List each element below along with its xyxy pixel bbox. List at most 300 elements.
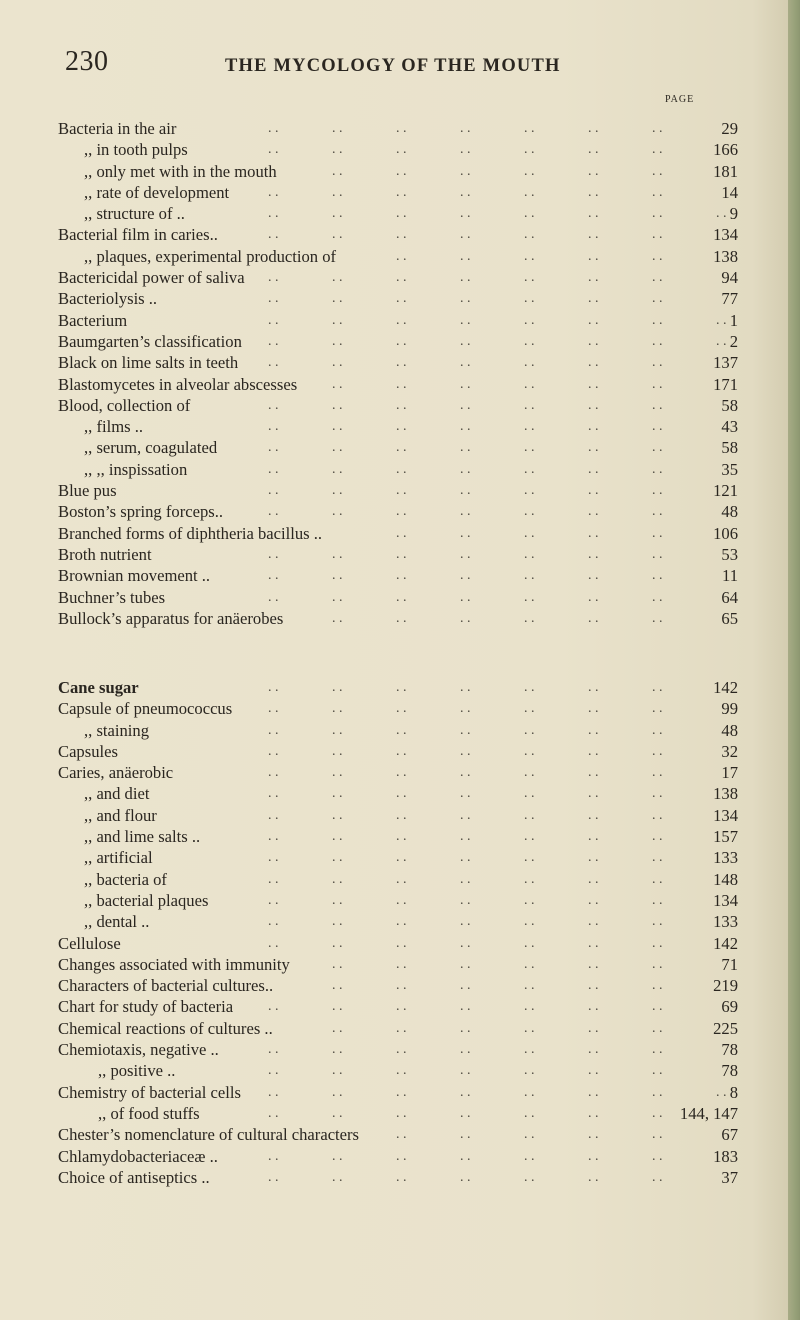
index-entry-label: Branched forms of diphtheria bacillus .. (58, 523, 323, 543)
leader-dot-pair: . . (524, 1042, 535, 1058)
index-entry (58, 720, 738, 741)
leader-dot-pair: . . (396, 956, 407, 972)
leader-dot-pair: . . (524, 142, 535, 158)
index-entry-page: 11 (722, 566, 738, 586)
index-entry-page: 8 (729, 1082, 738, 1102)
index-entry (58, 954, 738, 975)
leader-dot-pair: . . (332, 333, 343, 349)
index-entry (58, 911, 738, 932)
leader-dot-pair: . . (268, 914, 279, 930)
leader-dot-pair: . . (396, 376, 407, 392)
leader-dot-pair: . . (332, 1084, 343, 1100)
leader-dot-pair: . . (396, 1148, 407, 1164)
leader-dot-pair: . . (524, 376, 535, 392)
index-entry-label: Characters of bacterial cultures.. (58, 976, 274, 996)
index-entry-label: ,, serum, coagulated (84, 438, 218, 458)
leader-dot-pair: . . (652, 397, 663, 413)
leader-dot-pair: . . (524, 270, 535, 286)
leader-dot-pair: . . (524, 546, 535, 562)
leader-dot-pair: . . (396, 1063, 407, 1079)
index-entry (58, 139, 738, 160)
index-entry (58, 310, 738, 331)
index-entry-page: 133 (713, 848, 738, 868)
leader-dot-pair: . . (396, 722, 407, 738)
leader-dot-pair: . . (332, 546, 343, 562)
index-entry (58, 1039, 738, 1060)
leader-dot-pair: . . (588, 765, 599, 781)
leader-dot-pair: . . (652, 829, 663, 845)
index-entry-page: 133 (713, 912, 738, 932)
leader-dot-pair: . . (524, 312, 535, 328)
leader-dot-pair: . . (524, 999, 535, 1015)
leader-dot-pair: . . (460, 397, 471, 413)
leader-dot-pair: . . (524, 786, 535, 802)
page-header (65, 42, 725, 82)
index-entry-label: Baumgarten’s classification (58, 331, 242, 351)
leader-dot-pair: . . (268, 419, 279, 435)
leader-dot-pair: . . (524, 419, 535, 435)
leader-dot-pair: . . (588, 722, 599, 738)
leader-dot-pair: . . (396, 163, 407, 179)
leader-dot-pair: . . (396, 850, 407, 866)
leader-dot-pair: . . (268, 722, 279, 738)
index-entry-page: 35 (721, 459, 738, 479)
index-entry (58, 203, 738, 224)
leader-dot-pair: . . (524, 680, 535, 695)
leader-dot-pair: . . (588, 121, 599, 136)
index-entry-label: Chemical reactions of cultures .. (58, 1018, 273, 1038)
index-entry-label: Bacteriolysis .. (58, 289, 158, 309)
index-entry-label: ,, films .. (84, 417, 144, 437)
index-entry (58, 523, 738, 544)
index-entry (58, 1167, 738, 1188)
index-entry-page: 78 (721, 1040, 738, 1060)
leader-dot-pair: . . (396, 786, 407, 802)
leader-dot-pair: . . (332, 722, 343, 738)
leader-dot-pair: . . (652, 1063, 663, 1079)
leader-dot-pair: . . (460, 184, 471, 200)
leader-dot-pair: . . (268, 333, 279, 349)
leader-dot-pair: . . (652, 892, 663, 908)
leader-dot-pair: . . (268, 765, 279, 781)
leader-dot-pair: . . (268, 850, 279, 866)
leader-dot-pair: . . (652, 589, 663, 605)
index-entry-label: ,, and flour (84, 805, 157, 825)
leader-dot-pair: . . (524, 1105, 535, 1121)
index-entry-label: ,, only met with in the mouth (84, 161, 277, 181)
index-entry (58, 224, 738, 245)
index-entry-page: 181 (713, 161, 738, 181)
index-entry (58, 459, 738, 480)
leader-dot-pair: . . (396, 680, 407, 695)
leader-dot-pair: . . (332, 419, 343, 435)
leader-dot-pair: . . (460, 610, 471, 626)
leader-dot-pair: . . (588, 850, 599, 866)
index-entry-page: 219 (713, 976, 738, 996)
index-entry-label: Buchner’s tubes (58, 587, 166, 607)
index-entry-label: ,, bacterial plaques (84, 890, 209, 910)
leader-dot-pair: . . (588, 461, 599, 477)
leader-dot-pair: . . (652, 376, 663, 392)
index-entry-label: Bullock’s apparatus for anäerobes (58, 608, 284, 628)
leader-dot-pair: . . (524, 440, 535, 456)
leader-dot-pair: . . (268, 786, 279, 802)
leader-dot-pair: . . (588, 419, 599, 435)
leader-dot-pair: . . (524, 461, 535, 477)
index-entry-label: Chemiotaxis, negative .. (58, 1040, 219, 1060)
leader-dot-pair: . . (524, 163, 535, 179)
leader-dot-pair: . . (332, 871, 343, 887)
leader-dot-pair: . . (332, 184, 343, 200)
index-entry-page: 58 (721, 438, 738, 458)
leader-dot-pair: . . (332, 206, 343, 222)
leader-dot-pair: . . (652, 701, 663, 717)
index-entry-page: 71 (721, 954, 738, 974)
leader-dot-pair: . . (524, 1063, 535, 1079)
index-entry-label: ,, and lime salts .. (84, 827, 201, 847)
leader-dot-pair: . . (588, 355, 599, 371)
leader-dot-pair: . . (332, 227, 343, 243)
page-edge (788, 0, 800, 1320)
leader-dot-pair: . . (268, 871, 279, 887)
leader-dot-pair: . . (396, 525, 407, 541)
index-entry-label: Black on lime salts in teeth (58, 353, 239, 373)
leader-dot-pair: . . (524, 568, 535, 584)
leader-dot-pair: . . (396, 270, 407, 286)
index-entry-page: 134 (713, 225, 738, 245)
index-entry (58, 805, 738, 826)
leader-dot-pair: . . (460, 1105, 471, 1121)
leader-dot-pair: . . (396, 397, 407, 413)
leader-dot-pair: . . (588, 914, 599, 930)
index-entry (58, 267, 738, 288)
leader-dot-pair: . . (396, 333, 407, 349)
leader-dot-pair: . . (460, 935, 471, 951)
leader-dot-pair: . . (652, 722, 663, 738)
leader-dot-pair: . . (460, 546, 471, 562)
leader-dot-pair: . . (460, 765, 471, 781)
leader-dot-pair: . . (652, 142, 663, 158)
leader-dot-pair: . . (588, 935, 599, 951)
leader-dot-pair: . . (524, 248, 535, 264)
leader-dot-pair: . . (396, 610, 407, 626)
index-entry-page: 142 (713, 678, 738, 697)
leader-dot-pair: . . (460, 786, 471, 802)
leader-dot-pair: . . (396, 892, 407, 908)
leader-dot-pair: . . (588, 956, 599, 972)
index-entry (58, 480, 738, 501)
leader-dot-pair: . . (588, 892, 599, 908)
leader-dot-pair: . . (460, 892, 471, 908)
leader-dot-pair: . . (460, 589, 471, 605)
leader-dot-pair: . . (588, 1148, 599, 1164)
leader-dot-pair: . . (652, 935, 663, 951)
index-entry-label: Cane sugar (58, 678, 139, 697)
leader-dot-pair: . . (652, 184, 663, 200)
leader-dot-pair: . . (524, 892, 535, 908)
leader-dot-pair: . . (524, 1127, 535, 1143)
index-entry-label: ,, and diet (84, 784, 150, 804)
index-entry-label: ,, ,, inspissation (84, 459, 188, 479)
leader-dot-pair: . . (268, 1042, 279, 1058)
leader-dot-pair: . . (268, 206, 279, 222)
leader-dot-pair: . . (588, 525, 599, 541)
leader-dot-pair: . . (524, 765, 535, 781)
index-entry-page: 67 (721, 1125, 738, 1145)
index-entry-label: Broth nutrient (58, 544, 152, 564)
leader-dot-pair: . . (524, 525, 535, 541)
leader-dot-pair: . . (396, 568, 407, 584)
leader-dot-pair: . . (332, 786, 343, 802)
index-entry (58, 1018, 738, 1039)
leader-dot-pair: . . (460, 525, 471, 541)
index-entry (58, 161, 738, 182)
index-entry-page: 144, 147 (679, 1103, 738, 1123)
leader-dot-pair: . . (524, 227, 535, 243)
index-entry (58, 762, 738, 783)
leader-dot-pair: . . (460, 743, 471, 759)
leader-dot-pair: . . (332, 121, 343, 136)
index-entry-page: 106 (713, 523, 738, 543)
index-entry-label: Blood, collection of (58, 395, 191, 415)
leader-dot-pair: . . (460, 978, 471, 994)
leader-dot-pair: . . (588, 248, 599, 264)
leader-dot-pair: . . (524, 701, 535, 717)
index-entry-label: ,, artificial (84, 848, 153, 868)
leader-dot-pair: . . (588, 270, 599, 286)
index-entry-page: 29 (721, 119, 738, 138)
leader-dot-pair: . . (268, 483, 279, 499)
leader-dot-pair: . . (524, 914, 535, 930)
index-entry-label: ,, positive .. (98, 1061, 176, 1081)
index-entry-page: 94 (721, 268, 738, 288)
leader-dot-pair: . . (652, 1105, 663, 1121)
leader-dot-pair: . . (524, 206, 535, 222)
leader-dot-pair: . . (460, 871, 471, 887)
index-entry-page: 166 (713, 140, 738, 160)
leader-dot-pair: . . (460, 142, 471, 158)
leader-dot-pair: . . (588, 291, 599, 307)
leader-dot-pair: . . (652, 270, 663, 286)
leader-dot-pair: . . (268, 440, 279, 456)
leader-dot-pair: . . (652, 850, 663, 866)
leader-dot-pair: . . (460, 1042, 471, 1058)
leader-dot-pair: . . (268, 701, 279, 717)
index-entry (58, 352, 738, 373)
leader-dot-pair: . . (652, 355, 663, 371)
index-entry-page: 69 (721, 997, 738, 1017)
leader-dot-pair: . . (268, 1169, 279, 1185)
leader-dot-pair: . . (460, 956, 471, 972)
index-section-c (58, 677, 738, 1188)
index-entry-page: 138 (713, 246, 738, 266)
index-entry (58, 395, 738, 416)
leader-dot-pair: . . (652, 1020, 663, 1036)
leader-dot-pair: . . (396, 1169, 407, 1185)
index-entry (58, 246, 738, 267)
leader-dot-pair: . . (268, 142, 279, 158)
leader-dot-pair: . . (652, 461, 663, 477)
leader-dot-pair: . . (268, 743, 279, 759)
page-column-label: PAGE (665, 94, 695, 105)
leader-dot-pair: . . (268, 892, 279, 908)
index-entry-label: ,, plaques, experimental production of (84, 246, 337, 266)
leader-dot-pair: . . (396, 914, 407, 930)
leader-dot-pair: . . (652, 1084, 663, 1100)
leader-dot-pair: . . (332, 142, 343, 158)
index-entry (58, 565, 738, 586)
leader-dot-pair: . . (460, 914, 471, 930)
index-entry-label: Caries, anäerobic (58, 763, 174, 783)
index-entry-label: Blastomycetes in alveolar abscesses (58, 374, 298, 394)
leader-dot-pair: . . (332, 1042, 343, 1058)
index-entry-page: 64 (721, 587, 738, 607)
leader-dot-pair: . . (396, 1105, 407, 1121)
leader-dot-pair: . . (716, 206, 727, 222)
leader-dot-pair: . . (396, 1042, 407, 1058)
leader-dot-pair: . . (524, 483, 535, 499)
leader-dot-pair: . . (588, 546, 599, 562)
leader-dot-pair: . . (460, 999, 471, 1015)
leader-dot-pair: . . (332, 610, 343, 626)
leader-dot-pair: . . (588, 999, 599, 1015)
leader-dot-pair: . . (524, 610, 535, 626)
leader-dot-pair: . . (524, 807, 535, 823)
leader-dot-pair: . . (268, 504, 279, 520)
leader-dot-pair: . . (460, 483, 471, 499)
leader-dot-pair: . . (332, 850, 343, 866)
leader-dot-pair: . . (332, 765, 343, 781)
leader-dot-pair: . . (588, 376, 599, 392)
leader-dot-pair: . . (268, 461, 279, 477)
index-entry-label: Chester’s nomenclature of cultural characters (58, 1125, 360, 1145)
leader-dot-pair: . . (652, 206, 663, 222)
leader-dot-pair: . . (588, 163, 599, 179)
index-entry (58, 826, 738, 847)
leader-dot-pair: . . (268, 397, 279, 413)
index-entry (58, 783, 738, 804)
leader-dot-pair: . . (332, 1169, 343, 1185)
leader-dot-pair: . . (652, 546, 663, 562)
leader-dot-pair: . . (652, 914, 663, 930)
leader-dot-pair: . . (652, 1169, 663, 1185)
index-entry (58, 544, 738, 565)
index-entry-label: Bacteria in the air (58, 119, 177, 138)
index-entry-page: 99 (721, 699, 738, 719)
leader-dot-pair: . . (652, 163, 663, 179)
leader-dot-pair: . . (460, 1084, 471, 1100)
leader-dot-pair: . . (588, 206, 599, 222)
leader-dot-pair: . . (524, 871, 535, 887)
leader-dot-pair: . . (652, 1042, 663, 1058)
leader-dot-pair: . . (588, 227, 599, 243)
leader-dot-pair: . . (524, 935, 535, 951)
leader-dot-pair: . . (652, 333, 663, 349)
leader-dot-pair: . . (268, 312, 279, 328)
index-entry (58, 996, 738, 1017)
leader-dot-pair: . . (524, 978, 535, 994)
index-entry (58, 1124, 738, 1145)
leader-dot-pair: . . (524, 1169, 535, 1185)
leader-dot-pair: . . (588, 807, 599, 823)
index-entry (58, 890, 738, 911)
leader-dot-pair: . . (332, 956, 343, 972)
index-entry (58, 1082, 738, 1103)
leader-dot-pair: . . (460, 701, 471, 717)
leader-dot-pair: . . (396, 935, 407, 951)
leader-dot-pair: . . (460, 291, 471, 307)
index-entry (58, 1146, 738, 1167)
leader-dot-pair: . . (524, 397, 535, 413)
leader-dot-pair: . . (268, 121, 279, 136)
leader-dot-pair: . . (588, 1042, 599, 1058)
index-entry-label: ,, structure of .. (84, 204, 185, 224)
leader-dot-pair: . . (332, 1148, 343, 1164)
index-entry-page: 121 (713, 481, 738, 501)
index-entry-page: 225 (713, 1018, 738, 1038)
leader-dot-pair: . . (652, 504, 663, 520)
leader-dot-pair: . . (396, 589, 407, 605)
leader-dot-pair: . . (268, 184, 279, 200)
leader-dot-pair: . . (396, 871, 407, 887)
leader-dot-pair: . . (332, 355, 343, 371)
leader-dot-pair: . . (396, 142, 407, 158)
leader-dot-pair: . . (524, 184, 535, 200)
index-entry (58, 118, 738, 139)
leader-dot-pair: . . (460, 227, 471, 243)
leader-dot-pair: . . (396, 184, 407, 200)
leader-dot-pair: . . (332, 829, 343, 845)
leader-dot-pair: . . (460, 829, 471, 845)
leader-dot-pair: . . (268, 291, 279, 307)
leader-dot-pair: . . (588, 1020, 599, 1036)
index-entry (58, 933, 738, 954)
leader-dot-pair: . . (332, 999, 343, 1015)
leader-dot-pair: . . (332, 291, 343, 307)
leader-dot-pair: . . (396, 227, 407, 243)
index-entry (58, 869, 738, 890)
leader-dot-pair: . . (652, 978, 663, 994)
leader-dot-pair: . . (332, 376, 343, 392)
index-entry (58, 437, 738, 458)
leader-dot-pair: . . (652, 248, 663, 264)
leader-dot-pair: . . (588, 1169, 599, 1185)
leader-dot-pair: . . (460, 568, 471, 584)
leader-dot-pair: . . (652, 440, 663, 456)
leader-dot-pair: . . (460, 270, 471, 286)
leader-dot-pair: . . (332, 312, 343, 328)
leader-dot-pair: . . (460, 206, 471, 222)
leader-dot-pair: . . (652, 312, 663, 328)
index-entry-label: ,, rate of development (84, 182, 230, 202)
index-entry-label: Boston’s spring forceps.. (58, 502, 224, 522)
index-entry-label: Bacterium (58, 310, 128, 330)
leader-dot-pair: . . (588, 397, 599, 413)
leader-dot-pair: . . (396, 461, 407, 477)
leader-dot-pair: . . (332, 935, 343, 951)
leader-dot-pair: . . (332, 1105, 343, 1121)
leader-dot-pair: . . (652, 483, 663, 499)
index-entry-label: Chart for study of bacteria (58, 997, 234, 1017)
index-entry (58, 677, 738, 698)
leader-dot-pair: . . (588, 1105, 599, 1121)
leader-dot-pair: . . (332, 461, 343, 477)
leader-dot-pair: . . (396, 999, 407, 1015)
leader-dot-pair: . . (460, 504, 471, 520)
leader-dot-pair: . . (332, 914, 343, 930)
leader-dot-pair: . . (460, 461, 471, 477)
index-entry-page: 48 (721, 720, 738, 740)
